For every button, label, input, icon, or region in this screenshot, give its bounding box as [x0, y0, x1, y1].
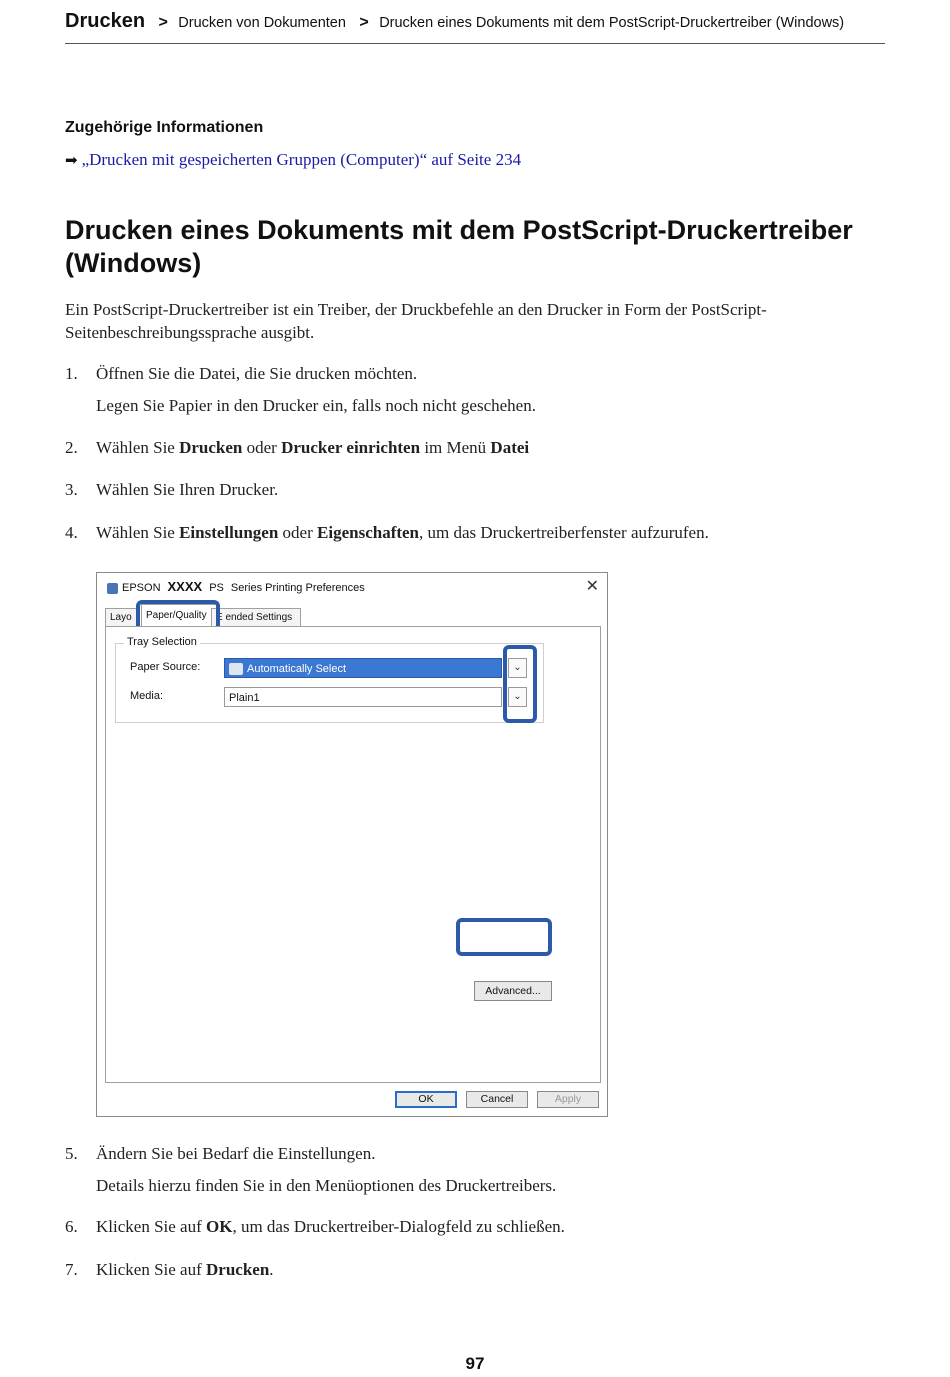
- step-number: 4.: [65, 523, 78, 542]
- step-text: Klicken Sie auf: [96, 1217, 206, 1236]
- chapter-title: Drucken: [65, 10, 146, 32]
- step-bold-term: Drucken: [179, 438, 243, 457]
- dialog-title-text: Series Printing Preferences: [230, 582, 365, 594]
- breadcrumb-separator: >: [359, 14, 369, 31]
- related-info-heading: Zugehörige Informationen: [65, 119, 264, 136]
- tab-extended-settings[interactable]: E ended Settings: [211, 608, 301, 626]
- step-bold-term: Einstellungen: [179, 523, 279, 542]
- dialog-title: [107, 579, 365, 594]
- step-text: , um das Druckertreiberfenster aufzurufen.: [419, 523, 709, 542]
- page-number: 97: [465, 1354, 485, 1373]
- step-text: im Menü: [420, 438, 491, 457]
- paper-source-select[interactable]: [224, 658, 502, 678]
- step-text: Wählen Sie Ihren Drucker.: [96, 480, 279, 499]
- step-bold-term: Drucker einrichten: [281, 438, 421, 457]
- step-number: 1.: [65, 364, 78, 383]
- paper-source-label: Paper Source:: [130, 661, 201, 673]
- tray-icon: [229, 663, 243, 675]
- brand-label: EPSON: [122, 582, 161, 594]
- step-text: Wählen Sie: [96, 438, 180, 457]
- related-link-text[interactable]: „Drucken mit gespeicherten Gruppen (Computer)“ auf Seite 234: [81, 150, 522, 169]
- step-number: 6.: [65, 1217, 78, 1236]
- breadcrumb-separator: >: [158, 14, 168, 31]
- ok-button[interactable]: OK: [395, 1091, 457, 1108]
- tray-selection-group: [115, 636, 544, 723]
- step-text: oder: [242, 438, 282, 457]
- breadcrumb-header: [65, 10, 885, 44]
- step-text: , um das Druckertreiber-Dialogfeld zu schließen.: [232, 1217, 565, 1236]
- step-bold-term: OK: [206, 1217, 233, 1236]
- step-6: [65, 1215, 565, 1238]
- media-label: Media:: [130, 690, 164, 702]
- ps-label: PS: [209, 582, 224, 594]
- related-link[interactable]: [65, 150, 521, 170]
- step-7: [65, 1258, 274, 1281]
- step-number: 3.: [65, 480, 78, 499]
- step-bold-term: Datei: [490, 438, 530, 457]
- model-label: XXXX: [167, 579, 203, 594]
- dropdown-highlight-frame: [503, 645, 537, 723]
- step-1-note: Legen Sie Papier in den Drucker ein, falls noch nicht geschehen.: [96, 396, 536, 415]
- tray-selection-legend: Tray Selection: [124, 636, 200, 648]
- step-text: .: [269, 1260, 274, 1279]
- intro-paragraph: Ein PostScript-Druckertreiber ist ein Treiber, der Druckbefehle an den Drucker in Form der PostScript-Seitenbeschreibungssprache ausgibt.: [65, 300, 767, 342]
- cancel-button[interactable]: Cancel: [466, 1091, 528, 1108]
- step-number: 5.: [65, 1144, 78, 1163]
- step-2: [65, 436, 529, 459]
- step-5: [65, 1142, 375, 1165]
- paper-source-value: Automatically Select: [247, 663, 347, 675]
- step-text: Ändern Sie bei Bedarf die Einstellungen.: [96, 1144, 376, 1163]
- step-number: 2.: [65, 438, 78, 457]
- apply-button[interactable]: Apply: [537, 1091, 599, 1108]
- printing-preferences-dialog: [96, 572, 608, 1117]
- step-text: Klicken Sie auf: [96, 1260, 206, 1279]
- step-bold-term: Eigenschaften: [317, 523, 420, 542]
- step-5-note: Details hierzu finden Sie in den Menüoptionen des Druckertreibers.: [96, 1176, 557, 1195]
- chevron-down-icon[interactable]: ⌄: [508, 687, 527, 707]
- step-bold-term: Drucken: [206, 1260, 270, 1279]
- advanced-button[interactable]: Advanced...: [474, 981, 552, 1001]
- section-title: Drucken eines Dokuments mit dem PostScript-Druckertreiber (Windows): [65, 215, 853, 278]
- advanced-highlight-frame: [456, 918, 552, 956]
- tab-paper-quality[interactable]: Paper/Quality: [141, 604, 217, 627]
- media-select[interactable]: Plain1: [224, 687, 502, 707]
- breadcrumb-item-1[interactable]: Drucken von Dokumenten: [178, 15, 346, 31]
- step-text: oder: [278, 523, 318, 542]
- step-number: 7.: [65, 1260, 78, 1279]
- tab-layout[interactable]: Layo: [105, 608, 139, 626]
- breadcrumb-item-2[interactable]: Drucken eines Dokuments mit dem PostScript-Druckertreiber (Windows): [379, 15, 845, 31]
- step-text: Wählen Sie: [96, 523, 180, 542]
- close-icon[interactable]: ✕: [585, 578, 599, 595]
- arrow-right-icon: ➡: [65, 153, 78, 169]
- step-3: [65, 478, 278, 501]
- printer-icon: [107, 583, 118, 594]
- step-4: [65, 521, 709, 544]
- step-text: Öffnen Sie die Datei, die Sie drucken möchten.: [96, 364, 418, 383]
- chevron-down-icon[interactable]: ⌄: [508, 658, 527, 678]
- step-1: [65, 362, 417, 385]
